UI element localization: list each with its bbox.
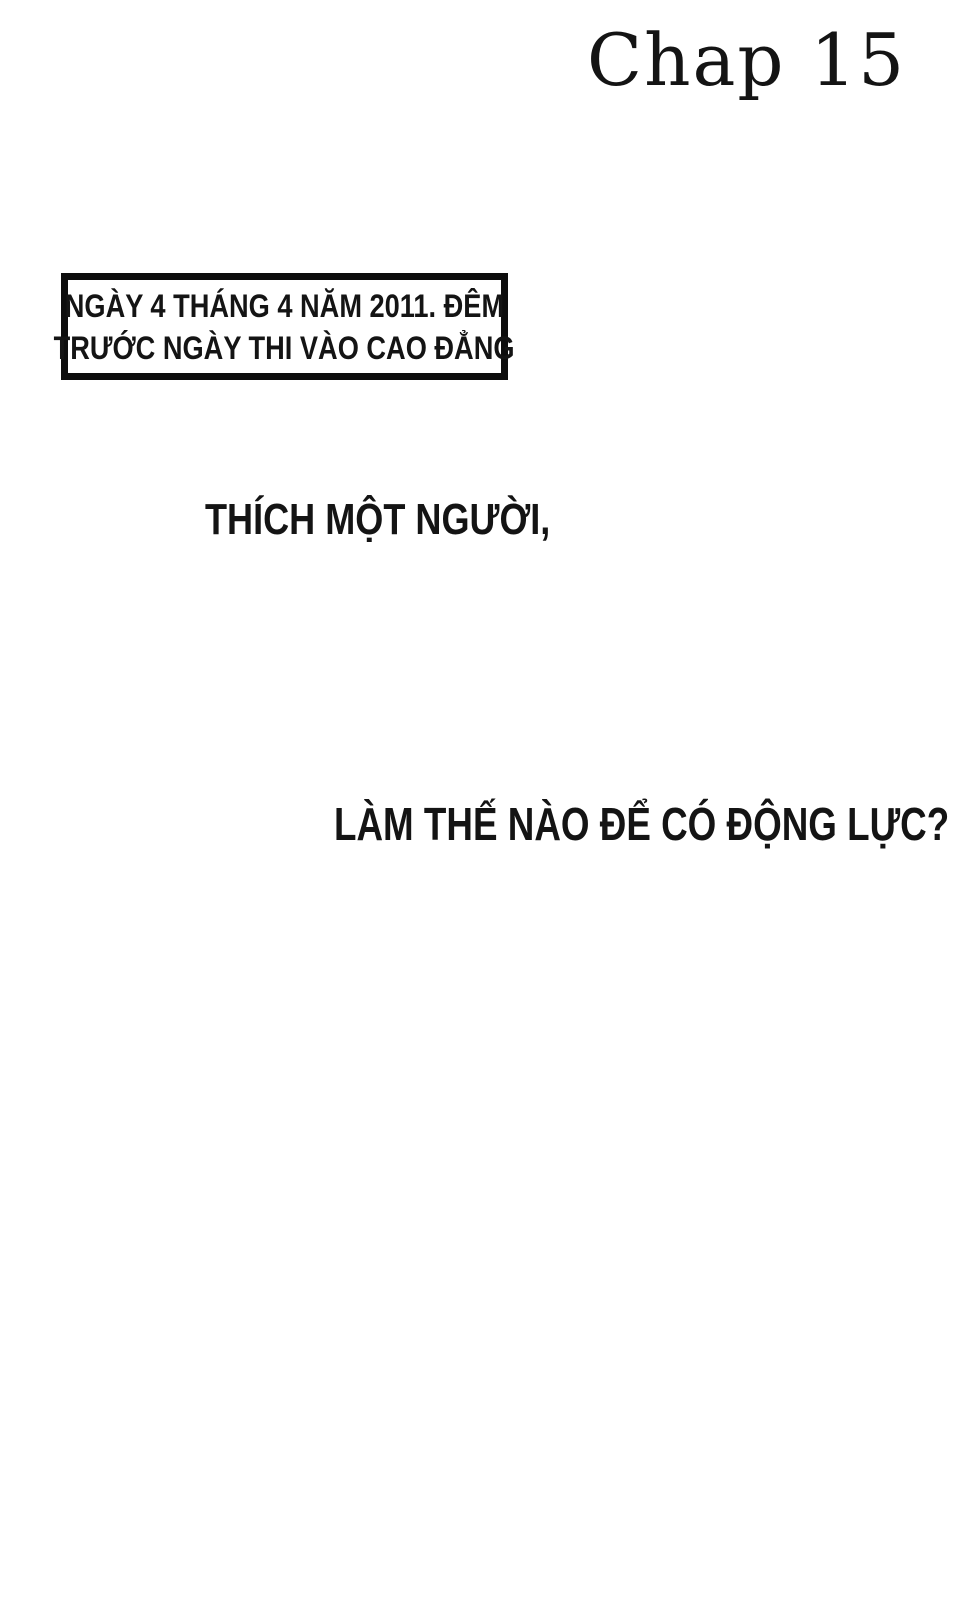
narration-caption-2: LÀM THẾ NÀO ĐỂ CÓ ĐỘNG LỰC? [334, 798, 950, 850]
chapter-title: Chap 15 [587, 18, 906, 102]
date-caption-box [54, 273, 515, 380]
date-caption-line-1: NGÀY 4 THÁNG 4 NĂM 2011. ĐÊM [64, 287, 505, 324]
narration-caption-1: THÍCH MỘT NGƯỜI, [205, 495, 551, 544]
date-caption-line-2: TRƯỚC NGÀY THI VÀO CAO ĐẲNG [54, 329, 515, 366]
